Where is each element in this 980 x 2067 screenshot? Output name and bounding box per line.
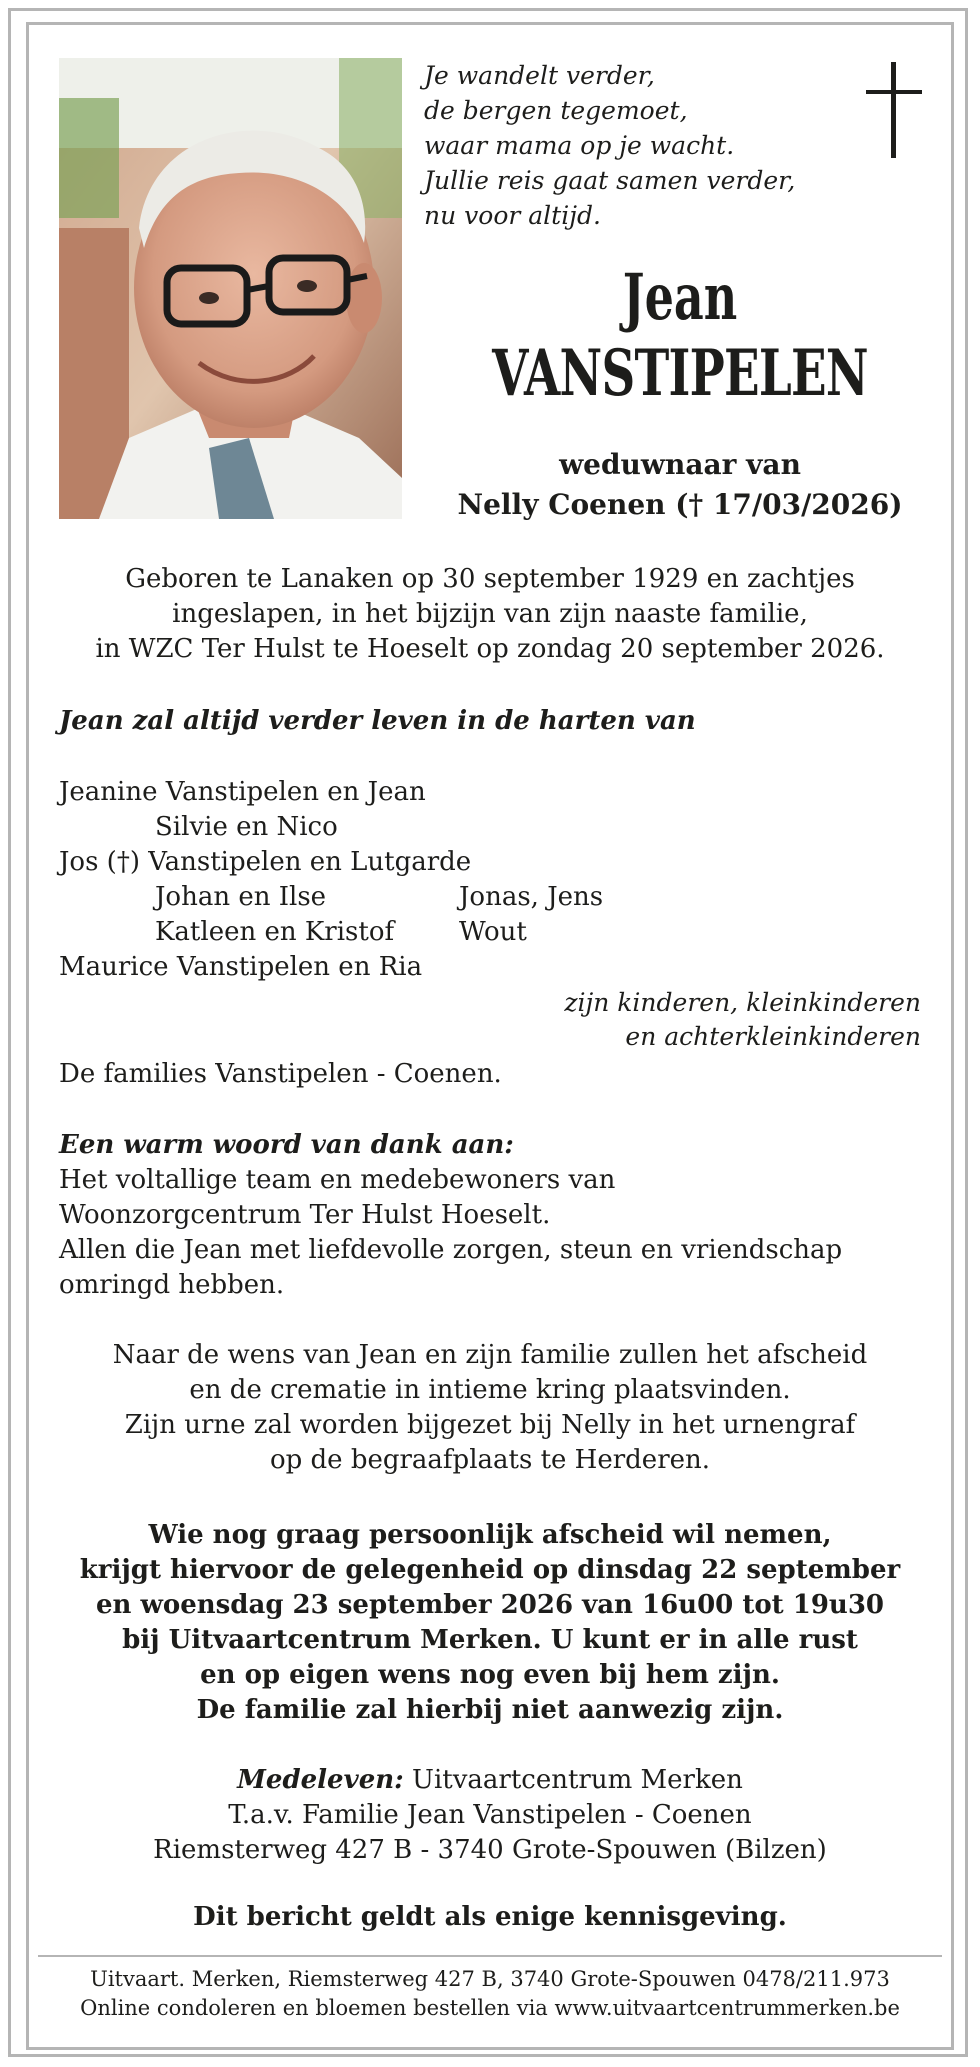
spouse-relation <box>420 445 940 525</box>
text-line: in WZC Ter Hulst te Hoeselt op zondag 20 september 2026. <box>95 634 885 664</box>
footer-line: Uitvaart. Merken, Riemsterweg 427 B, 3740 Grote-Spouwen 0478/211.973 <box>90 1967 890 1991</box>
text-line: bij Uitvaartcentrum Merken. U kunt er in alle rust <box>122 1625 858 1655</box>
poem-line: de bergen tegemoet, <box>424 96 688 125</box>
family-member: Silvie en Nico <box>155 812 338 842</box>
poem-line: Je wandelt verder, <box>424 61 655 90</box>
condolence-label: Medeleven: <box>237 1765 404 1795</box>
text-line: en woensdag 23 september 2026 van 16u00 tot 19u30 <box>95 1590 884 1620</box>
condolence-address <box>59 1763 921 1868</box>
text-line: omringd hebben. <box>59 1270 285 1300</box>
birth-death-text <box>59 562 921 667</box>
text-line: Naar de wens van Jean en zijn familie zullen het afscheid <box>112 1340 868 1370</box>
text-line: Uitvaartcentrum Merken <box>403 1765 743 1795</box>
family-member: Jeanine Vanstipelen en Jean <box>59 777 426 807</box>
visit-text <box>59 1518 921 1728</box>
text-line: en op eigen wens nog even bij hem zijn. <box>200 1660 780 1690</box>
family-member: Jonas, Jens <box>459 882 604 912</box>
footer-line: Online condoleren en bloemen bestellen via www.uitvaartcentrummerken.be <box>80 1996 900 2020</box>
cross-icon <box>866 62 922 158</box>
text-line: ingeslapen, in het bijzijn van zijn naaste familie, <box>172 599 808 629</box>
family-caption <box>59 986 921 1054</box>
family-list <box>59 775 921 985</box>
text-line: Wie nog graag persoonlijk afscheid wil nemen, <box>148 1520 832 1550</box>
thanks-heading: Een warm woord van dank aan: <box>59 1130 514 1160</box>
text-line: krijgt hiervoor de gelegenheid op dinsdag 22 september <box>79 1555 901 1585</box>
family-member: Jos (†) Vanstipelen en Lutgarde <box>59 847 472 877</box>
text-line: Zijn urne zal worden bijgezet bij Nelly in het urnengraf <box>124 1410 856 1440</box>
relation-line: weduwnaar van <box>559 448 801 481</box>
poem-line: waar mama op je wacht. <box>424 131 735 160</box>
poem <box>424 58 844 233</box>
footer <box>38 1965 942 2023</box>
text-line: Het voltallige team en medebewoners van <box>59 1165 616 1195</box>
text-line: T.a.v. Familie Jean Vanstipelen - Coenen <box>228 1800 752 1830</box>
text-line: De familie zal hierbij niet aanwezig zijn. <box>196 1695 784 1725</box>
text-line: Woonzorgcentrum Ter Hulst Hoeselt. <box>59 1200 551 1230</box>
text-line: Geboren te Lanaken op 30 september 1929 en zachtjes <box>125 564 855 594</box>
family-member: Wout <box>459 917 527 947</box>
relation-line: Nelly Coenen († 17/03/2026) <box>457 488 903 521</box>
poem-line: nu voor altijd. <box>424 201 601 230</box>
poem-line: Jullie reis gaat samen verder, <box>424 166 796 195</box>
notice-line: Dit bericht geldt als enige kennisgeving. <box>193 1902 787 1932</box>
text-line: en de crematie in intieme kring plaatsvinden. <box>189 1375 791 1405</box>
families-line: De families Vanstipelen - Coenen. <box>59 1059 502 1089</box>
family-member: Katleen en Kristof <box>155 917 395 947</box>
caption-line: zijn kinderen, kleinkinderen <box>564 988 921 1017</box>
farewell-text <box>59 1338 921 1478</box>
text-line: Riemsterweg 427 B - 3740 Grote-Spouwen (Bilzen) <box>153 1835 827 1865</box>
footer-divider <box>38 1955 942 1957</box>
portrait-photo <box>59 58 402 519</box>
text-line: op de begraafplaats te Herderen. <box>269 1445 711 1475</box>
family-member: Maurice Vanstipelen en Ria <box>59 952 423 982</box>
text-line: Allen die Jean met liefdevolle zorgen, steun en vriendschap <box>59 1235 843 1265</box>
deceased-last-name: VANSTIPELEN <box>492 336 868 411</box>
deceased-first-name: Jean <box>622 260 738 335</box>
family-member: Johan en Ilse <box>155 882 327 912</box>
caption-line: en achterkleinkinderen <box>625 1022 921 1051</box>
thanks-section <box>59 1128 921 1303</box>
heart-line: Jean zal altijd verder leven in de harten van <box>59 706 696 736</box>
